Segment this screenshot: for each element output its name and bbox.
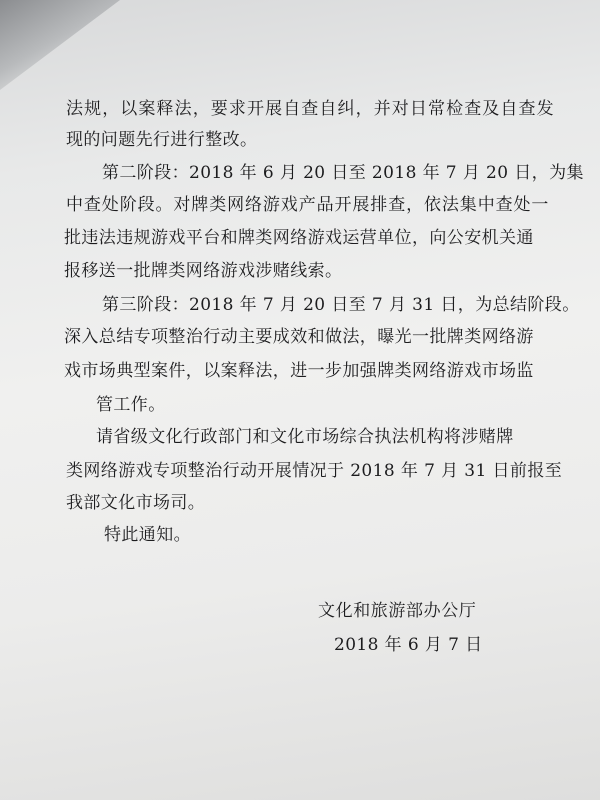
body-line: 第二阶段：2018 年 6 月 20 日至 2018 年 7 月 20 日，为集 [102, 163, 584, 183]
body-line: 现的问题先行进行整改。 [66, 130, 258, 150]
body-line: 戏市场典型案件，以案释法，进一步加强牌类网络游戏市场监 [64, 361, 534, 381]
closing-line: 特此通知。 [104, 525, 191, 545]
body-line: 批违法违规游戏平台和牌类网络游戏运营单位，向公安机关通 [64, 228, 534, 248]
body-line: 类网络游戏专项整治行动开展情况于 2018 年 7 月 31 日前报至 [66, 461, 563, 481]
signature-date: 2018 年 6 月 7 日 [334, 635, 483, 655]
body-line: 法规，以案释法，要求开展自查自纠，并对日常检查及自查发 [66, 99, 555, 119]
body-line: 管工作。 [96, 395, 166, 415]
body-line: 中查处阶段。对牌类网络游戏产品开展排查，依法集中查处一 [66, 195, 550, 215]
signature-organization: 文化和旅游部办公厅 [318, 601, 477, 621]
body-line: 请省级文化行政部门和文化市场综合执法机构将涉赌牌 [96, 427, 514, 447]
body-line: 报移送一批牌类网络游戏涉赌线索。 [64, 261, 343, 281]
body-line: 我部文化市场司。 [66, 493, 206, 513]
body-line: 深入总结专项整治行动主要成效和做法，曝光一批牌类网络游 [64, 327, 534, 347]
body-line: 第三阶段：2018 年 7 月 20 日至 7 月 31 日，为总结阶段。 [102, 295, 580, 315]
